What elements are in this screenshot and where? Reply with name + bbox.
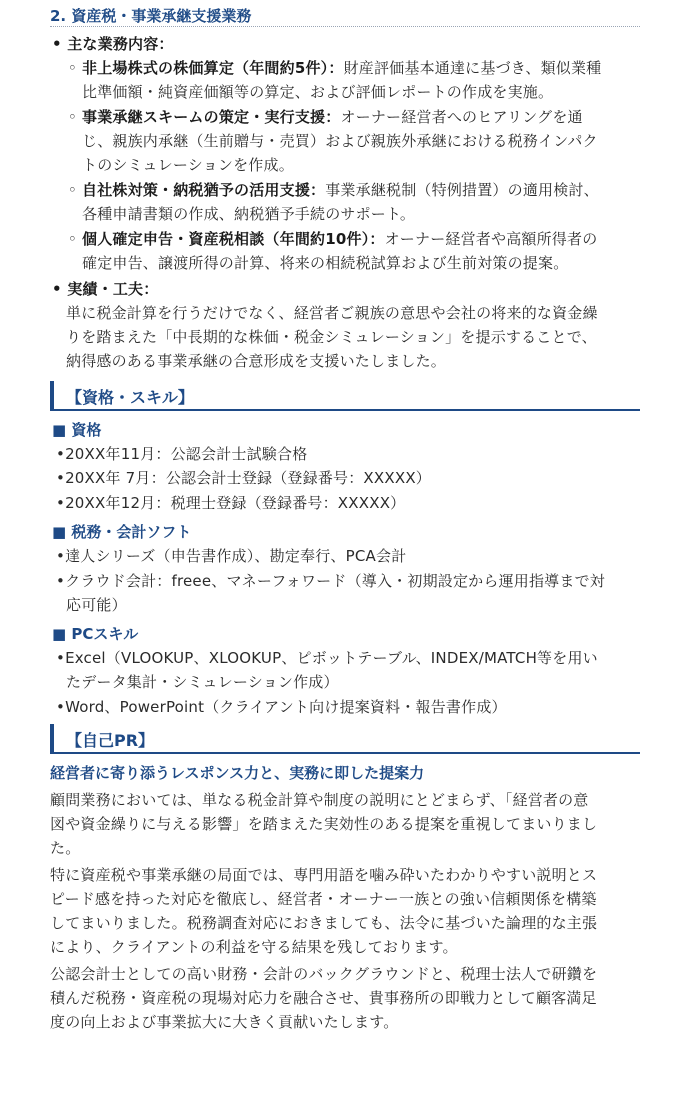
pr-paragraph-line: 度の向上および事業拡大に大きく貢献いたします。	[50, 1013, 399, 1031]
results-label	[52, 278, 158, 299]
pr-paragraph-line: ピード感を持った対応を徹底し、経営者・オーナー一族との強い信頼関係を構築	[50, 890, 597, 908]
pr-title: 経営者に寄り添うレスポンス力と、実務に即した提案力	[50, 764, 425, 782]
qualification-item	[56, 492, 405, 513]
pr-paragraph-line: 図や資金繰りに与える影響」を踏まえた実効性のある提案を重視してまいりまし	[50, 815, 598, 833]
duty-title: 非上場株式の株価算定（年間約5件）：	[82, 59, 344, 77]
duty-text-line: 確定申告、譲渡所得の計算、将来の相続税試算および生前対策の提案。	[82, 254, 569, 272]
sub-bullet: ◦	[68, 181, 78, 199]
duty-item	[68, 179, 599, 200]
pr-paragraph-line: た。	[50, 839, 81, 857]
duty-title: 自社株対策・納税猶予の活用支援：	[82, 181, 326, 199]
main-duties-text: 主な業務内容：	[67, 35, 174, 53]
pr-paragraph-line: してまいりました。税務調査対応におきましても、法令に基づいた論理的な主張	[50, 914, 598, 932]
pc-skill-text: Excel（VLOOKUP、XLOOKUP、ピボットテーブル、INDEX/MATCH等を用い	[65, 649, 598, 667]
bullet-dot: •	[56, 698, 66, 716]
pr-paragraph-line: 顧問業務においては、単なる税金計算や制度の説明にとどまらず、「経営者の意	[50, 791, 589, 809]
duty-text-line: じ、親族内承継（生前贈与・売買）および親族外承継における税務インパク	[82, 132, 598, 150]
sub-bullet: ◦	[68, 230, 78, 248]
bullet-dot: •	[56, 494, 66, 512]
pc-skill-item	[56, 696, 507, 717]
bullet-dot: •	[56, 572, 66, 590]
software-item	[56, 570, 605, 591]
duty-item	[68, 57, 601, 78]
duty-text: 財産評価基本通達に基づき、類似業種	[343, 59, 602, 77]
results-line: 単に税金計算を行うだけでなく、経営者ご親族の意思や会社の将来的な資金繰	[66, 304, 598, 322]
duty-text-line: 各種申請書類の作成、納税猶予手続のサポート。	[82, 205, 416, 223]
bullet-dot: •	[56, 649, 66, 667]
software-item	[56, 545, 406, 566]
bullet-dot: •	[56, 469, 66, 487]
software-heading: ■ 税務・会計ソフト	[52, 523, 192, 541]
pr-heading-box	[50, 724, 640, 754]
results-label-text: 実績・工夫：	[67, 280, 159, 298]
software-text-line: 応可能）	[66, 596, 127, 614]
qualification-item	[56, 443, 307, 464]
qualification-text: 20XX年12月：税理士登録（登録番号：XXXXX）	[65, 494, 406, 512]
duty-text: オーナー経営者へのヒアリングを通	[340, 108, 583, 126]
duty-text-line: トのシミュレーションを作成。	[82, 156, 294, 174]
pc-skill-text: Word、PowerPoint（クライアント向け提案資料・報告書作成）	[65, 698, 507, 716]
bullet-dot: •	[56, 547, 66, 565]
skills-heading: 【資格・スキル】	[66, 388, 194, 407]
main-duties-label	[52, 33, 174, 54]
duty-item	[68, 228, 597, 249]
sub-bullet: ◦	[68, 59, 78, 77]
duty-title: 個人確定申告・資産税相談（年間約10件）：	[82, 230, 385, 248]
pr-paragraph-line: により、クライアントの利益を守る結果を残しております。	[50, 938, 458, 956]
section-2-heading: 2. 資産税・事業承継支援業務	[50, 7, 252, 25]
software-text: クラウド会計：freee、マネーフォワード（導入・初期設定から運用指導まで対	[65, 572, 605, 590]
pr-heading: 【自己PR】	[66, 731, 155, 750]
qualification-text: 20XX年 7月：公認会計士登録（登録番号：XXXXX）	[65, 469, 431, 487]
pc-skill-text-line: たデータ集計・シミュレーション作成）	[66, 673, 339, 691]
qualifications-heading: ■ 資格	[52, 421, 102, 439]
duty-title: 事業承継スキームの策定・実行支援：	[82, 108, 341, 126]
pr-paragraph-line: 積んだ税務・資産税の現場対応力を融合させ、貴事務所の即戦力として顧客満足	[50, 989, 597, 1007]
qualification-text: 20XX年11月：公認会計士試験合格	[65, 445, 308, 463]
pr-paragraph-line: 公認会計士としての高い財務・会計のバックグラウンドと、税理士法人で研鑽を	[50, 965, 598, 983]
pr-paragraph-line: 特に資産税や事業承継の局面では、専門用語を噛み砕いたわかりやすい説明とス	[50, 866, 598, 884]
bullet-dot: •	[56, 445, 66, 463]
software-text: 達人シリーズ（申告書作成）、勘定奉行、PCA会計	[65, 547, 407, 565]
skills-heading-box	[50, 381, 640, 411]
duty-text: オーナー経営者や高額所得者の	[384, 230, 598, 248]
pc-skill-item	[56, 647, 598, 668]
qualification-item	[56, 467, 431, 488]
results-line: 納得感のある事業承継の合意形成を支援いたしました。	[66, 352, 447, 370]
pc-skills-heading: ■ PCスキル	[52, 625, 139, 643]
duty-text-line: 比準価額・純資産価額等の算定、および評価レポートの作成を実施。	[82, 83, 554, 101]
bullet-dot: •	[52, 280, 62, 298]
section-divider	[50, 26, 640, 27]
sub-bullet: ◦	[68, 108, 78, 126]
bullet-dot: •	[52, 35, 62, 53]
duty-text: 事業承継税制（特例措置）の適用検討、	[325, 181, 599, 199]
duty-item	[68, 106, 583, 127]
results-line: りを踏まえた「中長期的な株価・税金シミュレーション」を提示することで、	[66, 328, 597, 346]
